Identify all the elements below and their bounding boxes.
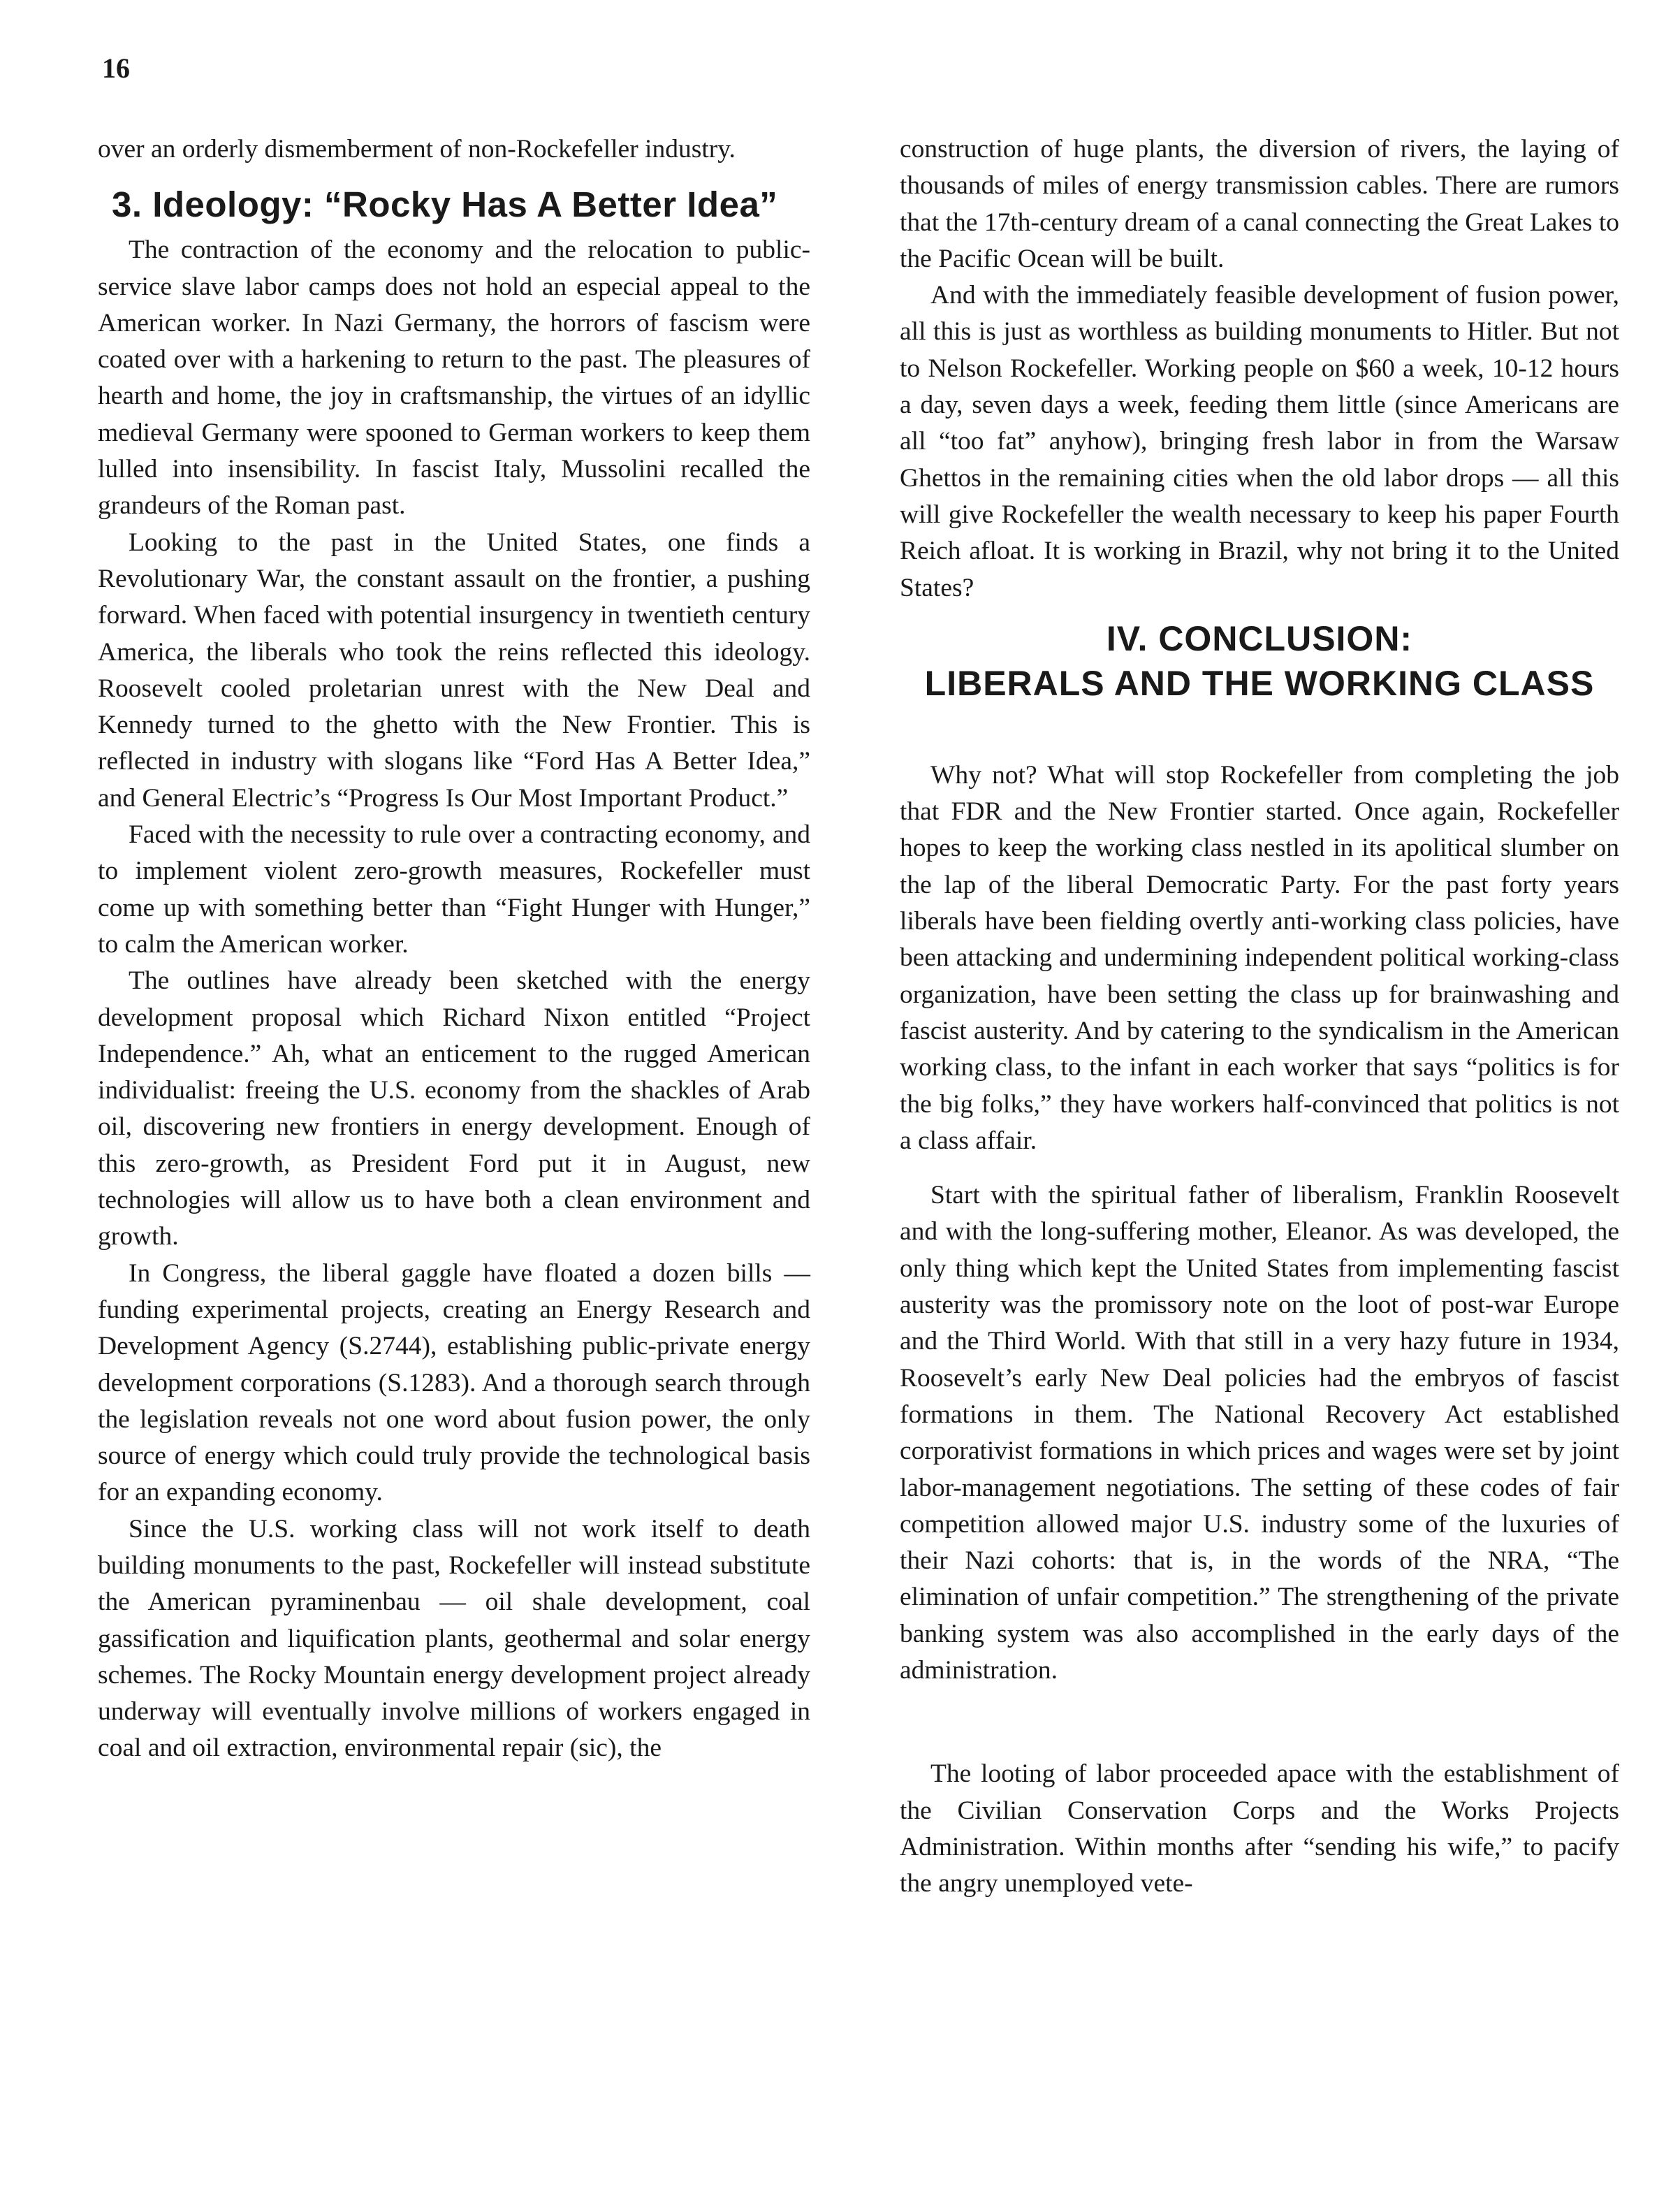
section-heading-ideology: 3. Ideology: “Rocky Has A Better Idea” xyxy=(112,184,778,225)
body-paragraph: The looting of labor proceeded apace with the establishment of the Civilian Conservation Corps and the Works Projects Administration. Within months after “sending his wife,” to pacify the angry unemployed vete- xyxy=(900,1759,1619,1898)
conclusion-heading-line1: IV. CONCLUSION: xyxy=(1106,618,1413,658)
right-column xyxy=(900,131,1619,1902)
body-paragraph: Start with the spiritual father of liberalism, Franklin Roosevelt and with the long-suffering mother, Eleanor. As was developed, the only thing which kept the United States from implementing fascist austerity was the promissory note on the loot of post-war Europe and the Third World. With that still in a very hazy future in 1934, Roosevelt’s early New Deal policies had the embryos of fascist formations in them. The National Recovery Act established corporativist formations in which prices and wages were set by joint labor-management negotiations. The setting of these codes of fair competition allowed major U.S. industry some of the luxuries of their Nazi cohorts: that is, in the words of the NRA, “The elimination of unfair competition.” The strengthening of the private banking system was also accomplished in the early days of the administration. xyxy=(900,1181,1619,1685)
body-paragraph: Looking to the past in the United States, one finds a Revolutionary War, the constant assault on the frontier, a pushing forward. When faced with potential insurgency in twentieth century America, the liberals who took the reins reflected this ideology. Roosevelt cooled proletarian unrest with the New Deal and Kennedy turned to the ghetto with the New Frontier. This is reflected in industry with slogans like “Ford Has A Better Idea,” and General Electric’s “Progress Is Our Most Important Product.” xyxy=(98,528,810,813)
body-paragraph: The outlines have already been sketched with the energy development proposal which Richard Nixon entitled “Project Independence.” Ah, what an enticement to the rugged American individualist: freeing the U.S. economy from the shackles of Arab oil, discovering new frontiers in energy development. Enough of this zero-growth, as President Ford put it in August, new technologies will allow us to have both a clean environment and growth. xyxy=(98,966,810,1251)
body-paragraph: Why not? What will stop Rockefeller from completing the job that FDR and the New Frontier started. Once again, Rockefeller hopes to keep the working class nestled in its apolitical slumber on the lap of the liberal Democratic Party. For the past forty years liberals have been fielding overtly anti-working class policies, have been attacking and undermining independent political working-class organization, have been setting the class up for brainwashing and fascist austerity. And by catering to the syndicalism in the American working class, to the infant in each worker that says “politics is for the big folks,” they have workers half-convinced that politics is not a class affair. xyxy=(900,760,1619,1155)
body-paragraph: And with the immediately feasible development of fusion power, all this is just as worthless as building monuments to Hitler. But not to Nelson Rockefeller. Working people on $60 a week, 10-12 hours a day, seven days a week, feeding them little (since Americans are all “too fat” anyhow), bringing fresh labor in from the Warsaw Ghettos in the remaining cities when the old labor drops — all this will give Rockefeller the wealth necessary to keep his paper Fourth Reich afloat. It is working in Brazil, why not bring it to the United States? xyxy=(900,281,1619,602)
body-paragraph: The contraction of the economy and the relocation to public-service slave labor camps does not hold an especial appeal to the American worker. In Nazi Germany, the horrors of fascism were coated over with a harkening to return to the past. The pleasures of hearth and home, the joy in craftsmanship, the virtues of an idyllic medieval Germany were spooned to German workers to keep them lulled into insensibility. In fascist Italy, Mussolini recalled the grandeurs of the Roman past. xyxy=(98,235,810,521)
continued-paragraph: construction of huge plants, the diversion of rivers, the laying of thousands of miles of energy transmission cables. There are rumors that the 17th-century dream of a canal connecting the Great Lakes to the Pacific Ocean will be built. xyxy=(900,135,1619,273)
page-number: 16 xyxy=(102,52,130,84)
left-column xyxy=(98,131,810,1767)
body-paragraph: Since the U.S. working class will not work itself to death building monuments to the past, Rockefeller will instead substitute the American pyraminenbau — oil shale development, coal gassification and liquification plants, geothermal and solar energy schemes. The Rocky Mountain energy development project already underway will eventually involve millions of workers engaged in coal and oil extraction, environmental repair (sic), the xyxy=(98,1514,810,1763)
paragraph-gap xyxy=(900,1159,1619,1177)
conclusion-heading xyxy=(900,616,1619,706)
continued-paragraph: over an orderly dismemberment of non-Rockefeller industry. xyxy=(98,135,736,164)
body-paragraph: In Congress, the liberal gaggle have floated a dozen bills — funding experimental projects, creating an Energy Research and Development Agency (S.2744), establishing public-private energy development corporations (S.1283). And a thorough search through the legislation reveals not one word about fusion power, the only source of energy which could truly provide the technological basis for an expanding economy. xyxy=(98,1258,810,1507)
paragraph-gap xyxy=(900,1689,1619,1756)
conclusion-heading-line2: LIBERALS AND THE WORKING CLASS xyxy=(924,663,1595,703)
body-paragraph: Faced with the necessity to rule over a contracting economy, and to implement violent zero-growth measures, Rockefeller must come up with something better than “Fight Hunger with Hunger,” to calm the American worker. xyxy=(98,820,810,959)
